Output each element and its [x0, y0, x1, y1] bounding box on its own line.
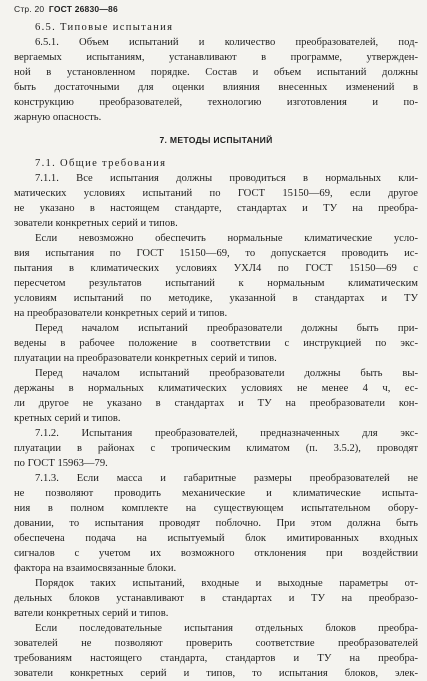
text-line: жарную опасность.	[14, 112, 102, 123]
text-line: зователей не позволяют проверить соответствие преобразователей	[14, 638, 418, 649]
paragraph	[14, 366, 418, 426]
text-line: ведены в рабочее положение в соответствии с инструкцией по экс-	[14, 338, 418, 349]
text-line: пытания в климатических условиях УХЛ4 по ГОСТ 15150—69 с	[14, 263, 418, 274]
text-line: условиям испытаний по методике, указанной в стандартах и ТУ	[14, 293, 418, 304]
paragraph	[14, 231, 418, 321]
text-line: ной в установленном порядке. Состав и объем испытаний должны	[14, 67, 418, 78]
paragraph	[14, 321, 418, 366]
text-line: пересчетом результатов испытаний к нормальным климатическим	[14, 278, 418, 289]
text-line: фактора на взаимосвязанные блоки.	[14, 563, 177, 574]
text-line: Порядок таких испытаний, входные и выходные параметры от-	[35, 578, 418, 589]
text-line: не указано в настоящем стандарте, стандартах и ТУ на преобра-	[14, 203, 418, 214]
text-line: быть достаточными для оценки влияния внесенных изменений в	[14, 82, 418, 93]
subsection-heading-7-1: 7.1. Общие требования	[35, 158, 167, 169]
text-line: Перед началом испытаний преобразователи должны быть при-	[35, 323, 418, 334]
text-line: кретных серий и типов.	[14, 413, 121, 424]
section-title-7: 7. МЕТОДЫ ИСПЫТАНИЙ	[159, 135, 273, 145]
text-line: ния в полном комплекте на существующем испытательном обору-	[14, 503, 418, 514]
page-header	[14, 4, 118, 14]
text-line: 7.1.2. Испытания преобразователей, предназначенных для экс-	[35, 428, 418, 439]
text-line: плуатации в районах с тропическим климатом (п. 3.5.2), проводят	[14, 443, 418, 454]
text-line: не позволяют проводить механические и климатические испыта-	[14, 488, 418, 499]
text-line: Если последовательные испытания отдельных блоков преобра-	[35, 623, 418, 634]
text-line: зователи конкретных серий и типов, то испытания блоков, элек-	[14, 668, 418, 679]
text-line: Перед началом испытаний преобразователи должны быть вы-	[35, 368, 418, 379]
paragraph-7-1-3	[14, 471, 418, 576]
text-line: на преобразователи конкретных серий и типов.	[14, 308, 228, 319]
paragraph-7-1-2	[14, 426, 418, 471]
paragraph-6-5-1	[14, 35, 418, 125]
text-line: по ГОСТ 15963—79.	[14, 458, 108, 469]
text-line: вия испытания по ГОСТ 15150—69, то допускается проводить ис-	[14, 248, 418, 259]
text-line: обеспечена подача на испытуемый блок имитированных входных	[14, 533, 418, 544]
paragraph-7-1-1	[14, 171, 418, 231]
text-line: зователи конкретных серий и типов.	[14, 218, 178, 229]
document-body	[14, 20, 418, 681]
text-line: довании, то испытания проводят поблочно. При этом должна быть	[14, 518, 418, 529]
page-number: Стр. 20	[14, 4, 45, 14]
text-line: плуатации на преобразователи конкретных серий и типов.	[14, 353, 277, 364]
text-line: ватели конкретных серий и типов.	[14, 608, 169, 619]
text-line: держаны в нормальных климатических условиях не менее 4 ч, ес-	[14, 383, 418, 394]
text-line: 7.1.3. Если масса и габаритные размеры преобразователей не	[35, 473, 418, 484]
text-line: 6.5.1. Объем испытаний и количество преобразователей, под-	[35, 37, 418, 48]
text-line: матических условиях испытаний по ГОСТ 15150—69, если другое	[14, 188, 418, 199]
text-line: 7.1.1. Все испытания должны проводиться в нормальных кли-	[35, 173, 418, 184]
text-line: требованиям настоящего стандарта, стандартов и ТУ на преобра-	[14, 653, 418, 664]
text-line: Если невозможно обеспечить нормальные климатические усло-	[35, 233, 418, 244]
standard-designation: ГОСТ 26830—86	[48, 4, 118, 14]
paragraph	[14, 576, 418, 621]
text-line: ли другое не указано в стандартах и ТУ на преобразователи кон-	[14, 398, 418, 409]
subsection-heading-6-5: 6.5. Типовые испытания	[35, 22, 174, 33]
text-line: вергаемых испытаниям, устанавливают в программе, утвержден-	[14, 52, 418, 63]
text-line: сигналов с учетом их возможного отклонения при воздействии	[14, 548, 418, 559]
paragraph	[14, 621, 418, 681]
text-line: дельных блоков устанавливают в стандартах и ТУ на преобразо-	[14, 593, 418, 604]
text-line: конструкцию преобразователей, технологию изготовления и по-	[14, 97, 418, 108]
